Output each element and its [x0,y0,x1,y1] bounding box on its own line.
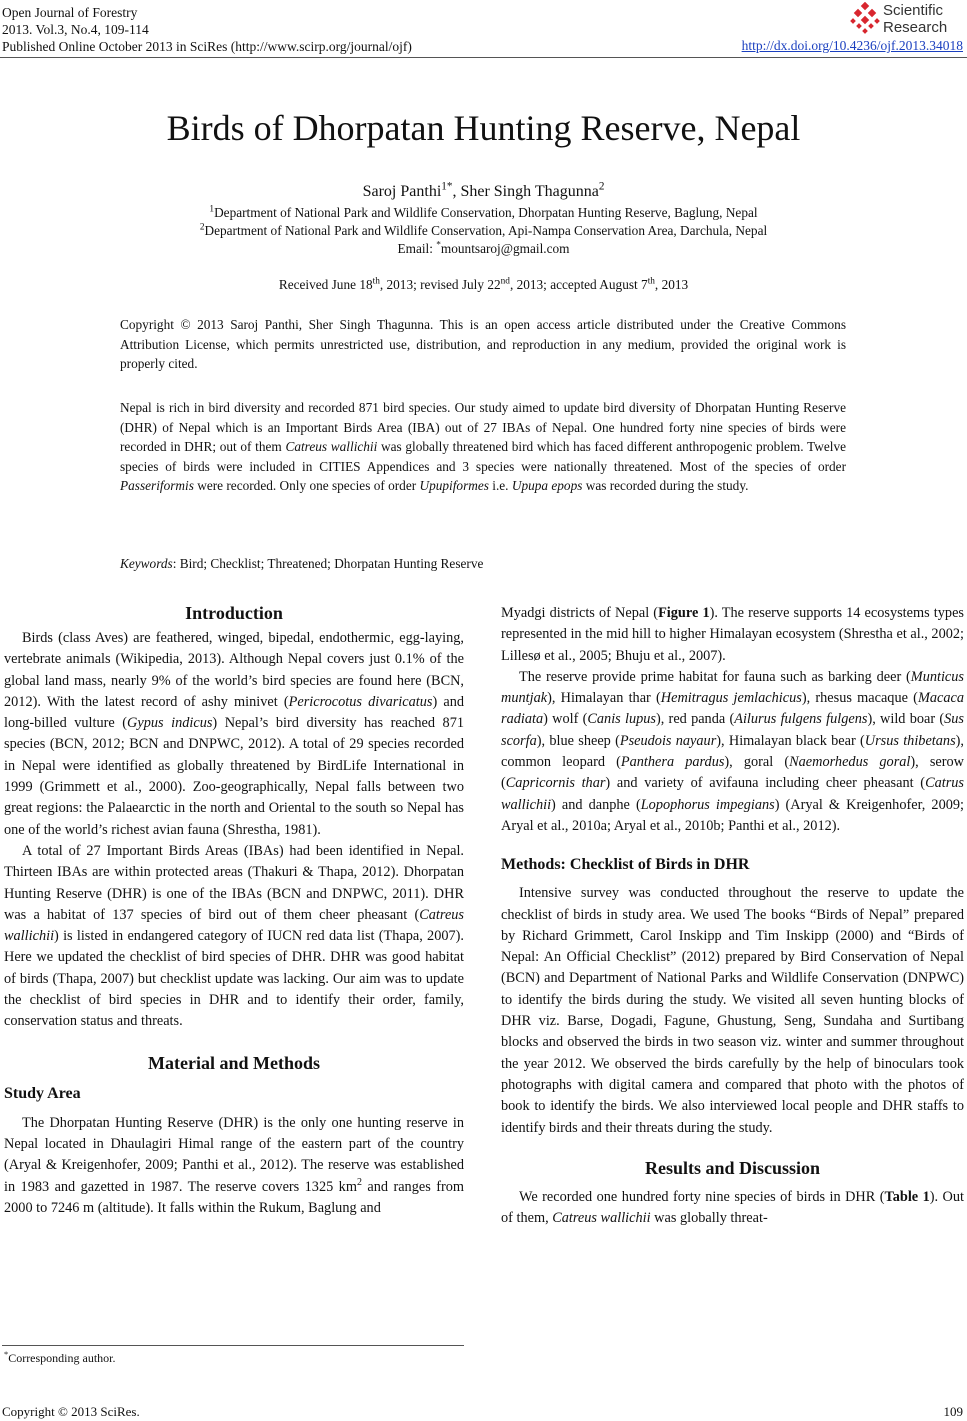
paragraph-text: The reserve provide prime habitat for fauna such as barking deer ( [519,668,911,685]
figure-reference[interactable]: Figure 1 [658,605,710,621]
abstract-text: i.e. [488,478,512,494]
paragraph-text: ) and long-billed vulture ( [4,693,464,732]
paragraph-text: ), common leopard ( [501,732,964,771]
paragraph-text: ) and danphe ( [551,796,641,813]
species-name: Pericrocotus divaricatus [288,693,433,710]
received-dates [0,276,967,294]
paragraph-text: ) is listed in endangered category of IUCN red data list (Thapa, 2007). Here we updated the checklist of bird species of DHR. DHR was good habitat of birds (Thapa, 2007) but checklist update was lacking. Our aim was to update the checklist of bird species in DHR and to identify their order, family, conservation status and threats. [4,928,464,1030]
species-name: Panthera pardus [620,754,725,771]
affiliations [0,204,967,258]
paragraph-text: ) wolf ( [543,711,588,728]
header-rule [0,57,967,58]
species-name: Ursus thibetans [864,732,956,749]
affiliation-number: 1 [209,204,215,215]
paragraph [4,841,464,1033]
author-list [0,182,967,202]
superscript: 2 [356,1176,362,1188]
paragraph [501,883,964,1139]
right-column [501,603,964,1229]
species-name: Gypus indicus [127,715,213,732]
paragraph-text: ). Out of them, [501,1188,964,1227]
paragraph-text: ), wild boar ( [867,711,945,728]
species-name: Lopophorus impegians [640,796,775,813]
affiliation-text: Department of National Park and Wildlife Conservation, Dhorpatan Hunting Reserve, Baglung, Nepal [214,205,758,220]
species-name: Munticus muntjak [501,668,964,707]
affiliation-number: 2 [199,222,205,233]
species-name: Sus scorfa [501,711,964,749]
keywords [120,554,846,574]
abstract [120,398,846,496]
affiliation [0,204,967,222]
subsection-heading: Study Area [4,1084,81,1102]
logo-text-line1: Scientific [883,2,944,19]
affiliation-text: Department of National Park and Wildlife Conservation, Api-Nampa Conservation Area, Darchula, Nepal [204,223,768,238]
paragraph-text: ), red panda ( [655,711,735,728]
journal-name: Open Journal of Forestry [2,5,138,20]
abstract-text: Nepal is rich in bird diversity and recorded 871 bird species. Our study aimed to update bird diversity of Dhorpatan Hunting Reserve (DHR) of Nepal which is an Important Birds Area (IBA) out of 27 IBAs of Nepal. One hundred forty nine species of birds were recorded in DHR; out of them [120,400,846,455]
paragraph-text: was globally threat- [650,1210,768,1227]
keywords-text: : Bird; Checklist; Threatened; Dhorpatan Hunting Reserve [172,556,484,571]
section-heading: Results and Discussion [644,1157,821,1178]
author-name: Saroj Panthi [362,183,442,200]
paragraph-text: Myadgi districts of Nepal ( [501,605,659,621]
running-header [2,4,412,55]
species-name: Ailurus fulgens fulgens [734,711,868,728]
paragraph [501,667,964,837]
species-name: Pseudois nayaur [619,732,717,749]
paragraph-text: ). The reserve supports 14 ecosystems types represented in the mid hill to higher Himalayan ecosystem (Shrestha et al., 2002; Lillesø et al., 2005; Bhuju et al., 2007). [501,605,964,664]
paragraph-text: ), blue sheep ( [536,732,620,749]
paragraph-text: The Dhorpatan Hunting Reserve (DHR) is the only one hunting reserve in Nepal located in Dhaulagiri Himal range of the eastern part of the country (Aryal & Kreigenhofer, 2009; Panthi et al., 2012). The reserve was established in 1983 and gazetted in 1987. The reserve covers 1325 km [4,1114,464,1195]
species-name: Catreus wallichii [285,439,378,455]
paragraph-text: ), Himalayan black bear ( [716,732,865,749]
section-heading: Introduction [185,603,283,623]
paragraph-text: and ranges from 2000 to 7246 m (altitude). It falls within the Rukum, Baglung and [4,1178,464,1216]
date-text: , 2013; accepted August 7 [509,277,648,292]
published-line: Published Online October 2013 in SciRes (http://www.scirp.org/journal/ojf) [2,39,412,54]
paragraph-text: We recorded one hundred forty nine species of birds in DHR ( [519,1188,885,1205]
species-name: Capricornis thar [505,775,606,792]
scientific-research-logo-icon [849,2,881,36]
species-name: Canis lupus [587,711,656,728]
footnote [4,1351,116,1366]
left-column [4,601,464,1219]
date-text: , 2013; revised July 22 [379,277,501,292]
footer-copyright: Copyright © 2013 SciRes. [2,1404,140,1419]
page-number: 109 [943,1404,963,1419]
species-name: Naemorhedus goral [789,754,911,771]
copyright-notice: Copyright © 2013 Saroj Panthi, Sher Singh Thagunna. This is an open access article distributed under the Creative Commons Attribution License, which permits unrestricted use, distribution, and reproduction in any medium, provided the original work is properly cited. [120,317,846,372]
email-line [0,240,967,258]
date-sup: th [372,276,380,287]
paragraph-text: ), rhesus macaque ( [801,690,918,707]
author-sup: 1* [441,180,453,193]
paragraph-text: ), serow ( [501,754,964,792]
journal-volume: 2013. Vol.3, No.4, 109-114 [2,22,149,37]
footnote-rule [2,1345,464,1346]
date-text: , 2013 [654,277,689,292]
species-name: Catrus wallichii [501,775,964,813]
paper-title: Birds of Dhorpatan Hunting Reserve, Nepal [166,108,801,148]
subsection-heading: Methods: Checklist of Birds in DHR [501,856,750,874]
paragraph-text: Intensive survey was conducted throughout the reserve to update the checklist of birds in study area. We used The books “Birds of Nepal” prepared by Richard Grimmett, Carol Inskipp and Tim Inskipp (2000) and “Birds of Nepal: An Official Checklist” (2012) prepared by Bird Conservation of Nepal (BCN) and Department of National Parks and Wildlife Conservation (DNPWC) to identify the birds during the study. We visited all seven hunting blocks of DHR viz. Barse, Dogadi, Fagune, Ghustung, Seng, Sundaha and Surtibang blocks and observed the birds in two season viz. winter and summer throughout the year 2012. We observed the birds carefully by the help of binoculars took photographs with digital camera and compared that photo with the photos of book to identify the birds. We also interviewed local people and DHR staffs to identify birds and their threats during the study. [501,885,964,1136]
publisher-logo [849,2,961,38]
species-name: Catreus wallichii [552,1210,651,1227]
taxon-name: Passeriformis [120,478,194,494]
date-sup: nd [500,276,510,287]
logo-text-line2: Research [883,19,948,36]
paragraph [4,628,464,841]
date-text: Received June 18 [278,277,373,292]
abstract-text: was globally threatened bird which has faced different anthropogenic problem. Twelve species of birds were included in CITIES Appendices and 3 species were nationally threatened. Most of the species of order [120,439,846,474]
paragraph-text: ), goral ( [724,754,790,771]
footnote-mark: * [4,1350,9,1359]
paragraph-text: A total of 27 Important Birds Areas (IBAs) had been identified in Nepal. Thirteen IBAs are within protected areas (Thakuri & Thapa, 2012). Dhorpatan Hunting Reserve (DHR) is one of the IBAs (BCN and DNPWC, 2011). DHR was a habitat of 137 species of bird out of them cheer pheasant ( [4,842,464,923]
section-heading: Material and Methods [148,1052,320,1073]
keywords-label: Keywords [120,556,173,571]
author-name: Sher Singh Thagunna [460,183,599,200]
species-name: Macaca radiata [501,690,964,728]
doi-link[interactable]: http://dx.doi.org/10.4236/ojf.2013.34018 [741,38,963,53]
paragraph-text: ) (Aryal & Kreigenhofer, 2009; Aryal et al., 2010a; Aryal et al., 2010b; Panthi et al., 2012). [501,796,964,834]
paragraph-text: ) Nepal’s bird diversity has reached 871 species (BCN, 2012; BCN and DNPWC, 2012). A total of 29 species recorded in Nepal were identified as globally threatened by BirdLife International in 1999 (Grimmett et al., 2000). Zoo-geographically, Nepal falls between two great regions: the Palaearctic in the north and Oriental to the south so Nepal has one of the world’s richest avian fauna (Shrestha, 1981). [4,715,464,838]
paragraph-text: ) and variety of avifauna including cheer pheasant ( [605,775,926,792]
species-name: Catreus wallichii [4,906,464,945]
table-reference[interactable]: Table 1 [884,1188,930,1205]
author-sup: 2 [598,180,605,193]
paragraph [501,1187,964,1230]
paragraph-text: Birds (class Aves) are feathered, winged, bipedal, endothermic, egg-laying, vertebrate animals (Wikipedia, 2013). Although Nepal covers just 0.1% of the global land mass, nearly 9% of the world’s bird species are found here (BCN, 2012). With the latest record of ashy minivet ( [4,630,464,710]
paragraph-text: ), Himalayan thar ( [547,690,661,707]
abstract-text: was recorded during the study. [582,478,749,494]
taxon-name: Upupiformes [419,478,489,494]
email-label: Email: [397,241,437,256]
paragraph [501,603,964,667]
species-name: Upupa epops [511,478,583,494]
paragraph [4,1113,464,1219]
date-sup: th [647,276,655,287]
email-address[interactable]: mountsaroj@gmail.com [440,241,570,256]
footnote-text: Corresponding author. [8,1351,116,1365]
species-name: Hemitragus jemlachicus [660,690,802,707]
email-sup: * [436,240,441,251]
abstract-text: were recorded. Only one species of order [193,478,420,494]
author-separator: , [452,183,461,200]
affiliation [0,222,967,240]
